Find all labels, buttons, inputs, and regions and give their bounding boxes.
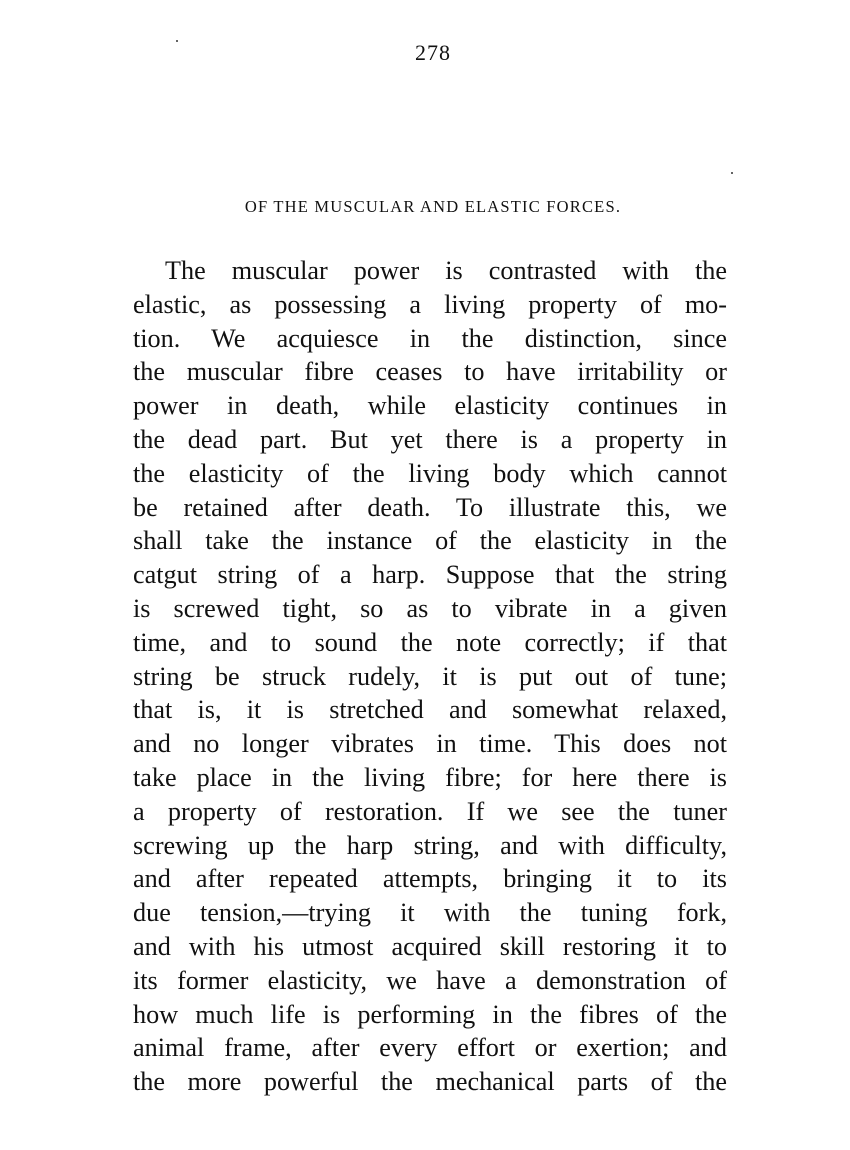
text-line: time, and to sound the note correctly; if that <box>133 627 727 657</box>
text-line: due tension,—trying it with the tuning fork, <box>133 898 727 928</box>
ink-speck <box>731 172 733 174</box>
text-line: The muscular power is contrasted with the <box>165 256 727 285</box>
body-text <box>133 254 727 1099</box>
text-line: how much life is performing in the fibres of the <box>133 999 727 1029</box>
text-line: the dead part. But yet there is a property in <box>133 424 727 454</box>
text-line: that is, it is stretched and somewhat relaxed, <box>133 695 727 725</box>
text-line: elastic, as possessing a living property of mo- <box>133 289 727 319</box>
text-line: its former elasticity, we have a demonstration of <box>133 965 727 995</box>
text-line: shall take the instance of the elasticity in the <box>133 526 727 556</box>
page-number: 278 <box>415 40 451 65</box>
text-line: and with his utmost acquired skill restoring it to <box>133 931 727 961</box>
text-line: is screwed tight, so as to vibrate in a given <box>133 593 727 623</box>
text-line: catgut string of a harp. Suppose that the string <box>133 560 727 590</box>
text-line: screwing up the harp string, and with difficulty, <box>133 830 727 860</box>
text-line: the elasticity of the living body which cannot <box>133 458 727 488</box>
text-line: and no longer vibrates in time. This does not <box>133 729 727 759</box>
text-line: string be struck rudely, it is put out of tune; <box>133 661 727 691</box>
text-line: a property of restoration. If we see the tuner <box>133 796 727 826</box>
text-line: take place in the living fibre; for here there is <box>133 762 727 792</box>
text-line: the more powerful the mechanical parts of the <box>133 1067 727 1097</box>
text-line: tion. We acquiesce in the distinction, since <box>133 323 727 353</box>
text-line: animal frame, after every effort or exertion; and <box>133 1033 727 1063</box>
text-line: be retained after death. To illustrate this, we <box>133 492 727 522</box>
text-line: and after repeated attempts, bringing it to its <box>133 864 727 894</box>
text-line: power in death, while elasticity continues in <box>133 391 727 421</box>
text-line: the muscular fibre ceases to have irritability or <box>133 357 727 387</box>
chapter-heading: OF THE MUSCULAR AND ELASTIC FORCES. <box>244 197 622 216</box>
